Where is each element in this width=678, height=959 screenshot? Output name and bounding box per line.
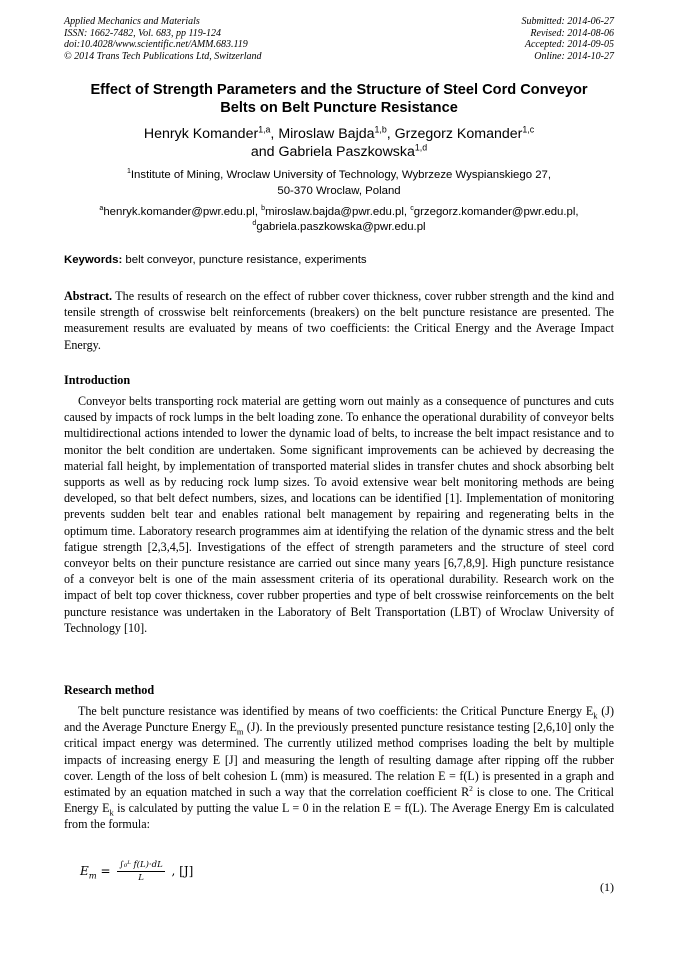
title-line-1: Effect of Strength Parameters and the Structure of Steel Cord Conveyor (90, 82, 588, 98)
date-online: Online: 2014-10-27 (534, 50, 614, 62)
introduction-paragraph: Conveyor belts transporting rock material are getting worn out mainly as a consequence of punctures and cuts caused by impacts of rock lumps in the belt loading zone. To enhance the operational durability of conveyor belts multidirectional actions intended to lower the dynamic load of belts, to increase the belt impact resistance and to monitor the belt condition are undertaken. Some significant improvements can be achieved by decreasing the material fall height, by implementation of transported material slides in transfer chutes and shock absorbing belt supports as well as by reducing rock lump sizes. To avoid extensive wear belt monitoring methods are being developed, so that belt defect numbers, sizes, and locations can be identified [1]. Implementation of monitoring prevents sudden belt tear and enables rational belt management by repairing and regenerating belts in the optimum time. Laboratory research programmes aim at identifying the relation of the dynamic stress and the belt fatigue strength [2,3,4,5]. Investigations of the effect of strength parameters and the structure of steel cord conveyor belts on their puncture resistance are carried out since many years [6,7,8,9]. High puncture resistance of a conveyor belt is one of the main assessment criteria of its operational durability. Research work on the impact of belt top cover thickness, cover rubber properties and type of belt crosswise reinforcements on the belt puncture resistance was undertaken in the Laboratory of Belt Transportation (LBT) of Wroclaw University of Technology [10]. (64, 394, 614, 635)
email-superscript: d (252, 220, 257, 228)
equation-1 (80, 860, 193, 900)
superscript: 2 (469, 783, 473, 793)
journal-name: Applied Mechanics and Materials (64, 16, 200, 27)
author-name: Miroslaw Bajda (278, 126, 375, 142)
equation-lhs-subscript: m (88, 870, 97, 881)
affiliation-line-1: Institute of Mining, Wroclaw University of Technology, Wybrzeze Wyspianskiego 27, (130, 169, 552, 181)
affiliation-line-2: 50-370 Wroclaw, Poland (277, 184, 401, 197)
email-link[interactable]: grzegorz.komander@pwr.edu.pl (413, 206, 576, 218)
research-method-paragraph (64, 703, 614, 833)
email-link[interactable]: henryk.komander@pwr.edu.pl (103, 206, 255, 218)
paragraph-text: is calculated by putting the value L = 0 in the relation E = f(L). The Average Energy Em is calculated from the formula: (64, 801, 614, 832)
equation-lhs: E (80, 864, 89, 878)
keywords-text: belt conveyor, puncture resistance, experiments (122, 254, 367, 266)
author-list: Henryk Komander$^{1,a}$, Miroslaw Bajda$^{1,b}$, Grzegorz Komander$^{1,c}$ and Gabriela Paszkowska$^{1,d}$ (143, 124, 535, 160)
email-link[interactable]: miroslaw.bajda@pwr.edu.pl (265, 206, 404, 218)
author-name: Henryk Komander (143, 126, 259, 142)
abstract-label: Abstract. (64, 289, 113, 303)
journal-copyright: © 2014 Trans Tech Publications Ltd, Switzerland (64, 50, 262, 62)
author-name: and Gabriela Paszkowska (250, 144, 415, 160)
date-revised: Revised: 2014-08-06 (530, 27, 614, 39)
email-superscript: b (261, 205, 266, 213)
author-superscript: 1,c (522, 124, 535, 135)
paragraph-text: is close to one. The Critical Energy E (64, 785, 614, 816)
author-superscript: 1,a (258, 124, 271, 135)
email-link[interactable]: gabriela.paszkowska@pwr.edu.pl (256, 221, 426, 233)
paragraph-text: (J). In the previously presented puncture resistance testing [2,6,10] only the critical impact energy was determined. The currently utilized method comprises loading the belt by multiple impacts of increasing energy E [J] and measuring the length of resulting damage after ripping off the rubber cover. Length of the loss of belt cohesion L (mm) is measured. The relation E = f(L) is presented in a graph and estimated by an equation matched in such a way that the correlation coefficient R (64, 720, 614, 800)
author-emails: $^a$henryk.komander@pwr.edu.pl, $^b$miroslaw.bajda@pwr.edu.pl, $^c$grzegorz.komander@pwr.edu.pl, $^d$gabriela.paszkowska@pwr.edu.pl (99, 205, 579, 233)
date-submitted: Submitted: 2014-06-27 (521, 16, 614, 27)
journal-issn: ISSN: 1662-7482, Vol. 683, pp 119-124 (64, 27, 222, 39)
subscript: m (236, 726, 244, 737)
equation-fraction (117, 860, 164, 883)
paper-title (40, 81, 638, 117)
keywords (64, 253, 614, 268)
paragraph-text: (J) and the Average Puncture Energy E (64, 704, 614, 735)
submission-dates (522, 16, 615, 62)
equation-equals: = (96, 864, 115, 878)
introduction-heading: Introduction (64, 373, 131, 387)
equation-denominator: L (138, 873, 144, 883)
equation-unit: , [J] (171, 864, 194, 878)
keywords-label: Keywords: (64, 254, 123, 266)
abstract (64, 288, 614, 353)
abstract-text: The results of research on the effect of rubber cover thickness, cover rubber strength and the kind and tensile strength of crosswise belt reinforcements (breakers) on the belt puncture resistance are presented. The measurement results are evaluated by means of two coefficients: the Critical Energy and the Average Impact Energy. (64, 289, 614, 352)
journal-info (64, 16, 262, 62)
research-method-heading: Research method (64, 683, 155, 697)
affiliation (40, 168, 638, 199)
affiliation-superscript: 1 (126, 168, 131, 176)
email-superscript: c (410, 205, 414, 213)
date-accepted: Accepted: 2014-09-05 (524, 39, 614, 51)
subscript: k (593, 710, 598, 721)
email-superscript: a (99, 205, 104, 213)
author-superscript: 1,b (374, 124, 387, 135)
equation-numerator: ∫₀ᴸ f(L)·dL (119, 860, 163, 870)
paragraph-text: The belt puncture resistance was identified by means of two coefficients: the Critical Puncture Energy E (78, 704, 594, 718)
author-name: Grzegorz Komander (394, 126, 523, 142)
subscript: k (109, 807, 114, 818)
title-line-2: Belts on Belt Puncture Resistance (220, 100, 458, 116)
equation-number: (1) (600, 880, 614, 894)
author-superscript: 1,d (414, 142, 428, 153)
journal-doi: doi:10.4028/www.scientific.net/AMM.683.119 (64, 39, 248, 51)
